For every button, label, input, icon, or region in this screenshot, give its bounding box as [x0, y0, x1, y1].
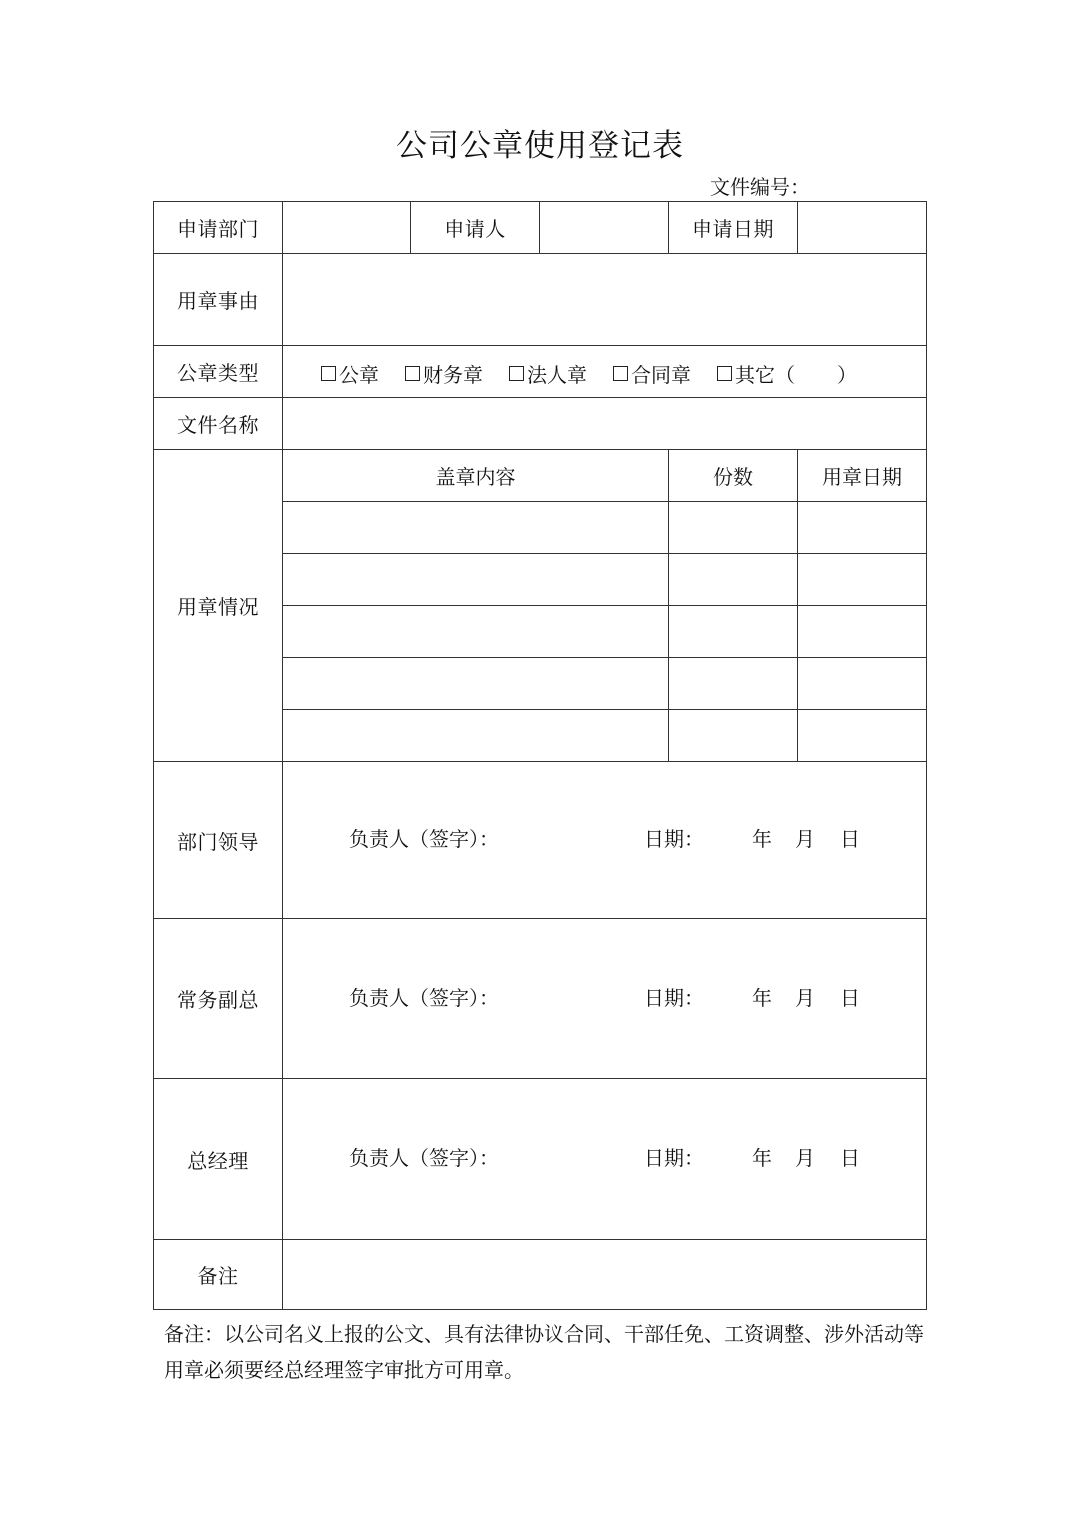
sign-date-label: 日期： [644, 985, 704, 1010]
close-paren: ） [837, 363, 857, 387]
seal-type-option-label: 财务章 [423, 363, 483, 387]
apply-date-input-cell[interactable] [798, 202, 927, 254]
col-header-date: 用章日期 [798, 450, 927, 502]
seal-type-option-finance[interactable] [405, 359, 483, 388]
seal-type-options-cell [283, 346, 927, 398]
remarks-row [154, 1240, 927, 1310]
usage-content-cell[interactable] [283, 710, 669, 762]
col-header-copies: 份数 [669, 450, 798, 502]
seal-type-row [154, 346, 927, 398]
usage-date-cell[interactable] [798, 658, 927, 710]
approval-sign-cell[interactable] [283, 762, 927, 919]
apply-date-label: 申请日期 [669, 202, 798, 254]
sign-date-label: 日期： [644, 827, 704, 851]
sign-date-label: 日期： [644, 1146, 704, 1170]
year-label: 年 [752, 985, 772, 1010]
reason-label: 用章事由 [154, 254, 283, 346]
usage-date-cell[interactable] [798, 502, 927, 554]
usage-date-cell[interactable] [798, 554, 927, 606]
usage-date-cell[interactable] [798, 710, 927, 762]
reason-input-cell[interactable] [283, 254, 927, 346]
usage-copies-cell[interactable] [669, 658, 798, 710]
usage-copies-cell[interactable] [669, 710, 798, 762]
approval-sign-cell[interactable] [283, 1079, 927, 1240]
approval-sign-cell[interactable] [283, 919, 927, 1079]
seal-type-option-other[interactable] [717, 359, 857, 388]
col-header-content: 盖章内容 [283, 450, 669, 502]
usage-copies-cell[interactable] [669, 554, 798, 606]
page-title: 公司公章使用登记表 [396, 128, 684, 164]
signer-label: 负责人（签字）： [349, 827, 499, 851]
applicant-row [154, 202, 927, 254]
seal-type-option-legal-rep[interactable] [509, 359, 587, 388]
year-label: 年 [752, 1146, 772, 1170]
document-number-label: 文件编号： [710, 175, 810, 199]
applicant-label: 申请人 [411, 202, 540, 254]
checkbox-icon[interactable] [613, 366, 628, 381]
approval-row-exec-vp [154, 919, 927, 1079]
remarks-input-cell[interactable] [283, 1240, 927, 1310]
month-label: 月 [795, 1146, 815, 1170]
approval-row-general-manager [154, 1079, 927, 1240]
year-label: 年 [752, 827, 772, 851]
approval-label: 总经理 [154, 1079, 283, 1240]
usage-label: 用章情况 [154, 450, 283, 762]
usage-content-cell[interactable] [283, 554, 669, 606]
seal-type-option-official[interactable] [321, 359, 379, 388]
checkbox-icon[interactable] [321, 366, 336, 381]
checkbox-icon[interactable] [405, 366, 420, 381]
usage-content-cell[interactable] [283, 658, 669, 710]
usage-header-row [154, 450, 927, 502]
reason-row [154, 254, 927, 346]
approval-row-dept-leader [154, 762, 927, 919]
seal-type-option-label: 合同章 [631, 363, 691, 387]
seal-type-option-label: 其它（ [735, 363, 795, 387]
applicant-input-cell[interactable] [540, 202, 669, 254]
footnote: 备注：以公司名义上报的公文、具有法律协议合同、干部任免、工资调整、涉外活动等用章必须要经总经理签字审批方可用章。 [164, 1322, 924, 1382]
file-name-label: 文件名称 [154, 398, 283, 450]
seal-usage-form-table [153, 201, 927, 1310]
checkbox-icon[interactable] [717, 366, 732, 381]
file-name-row [154, 398, 927, 450]
seal-type-option-label: 法人章 [527, 363, 587, 387]
file-name-input-cell[interactable] [283, 398, 927, 450]
dept-input-cell[interactable] [283, 202, 411, 254]
checkbox-icon[interactable] [509, 366, 524, 381]
dept-label: 申请部门 [154, 202, 283, 254]
approval-label: 常务副总 [154, 919, 283, 1079]
usage-content-cell[interactable] [283, 502, 669, 554]
usage-copies-cell[interactable] [669, 606, 798, 658]
usage-date-cell[interactable] [798, 606, 927, 658]
day-label: 日 [840, 827, 860, 851]
day-label: 日 [840, 1146, 860, 1170]
approval-label: 部门领导 [154, 762, 283, 919]
seal-type-option-label: 公章 [339, 363, 379, 387]
usage-content-cell[interactable] [283, 606, 669, 658]
signer-label: 负责人（签字）： [349, 985, 499, 1010]
usage-copies-cell[interactable] [669, 502, 798, 554]
month-label: 月 [795, 827, 815, 851]
seal-type-label: 公章类型 [154, 346, 283, 398]
month-label: 月 [795, 985, 815, 1010]
signer-label: 负责人（签字）： [349, 1146, 499, 1170]
remarks-label: 备注 [154, 1240, 283, 1310]
day-label: 日 [840, 985, 860, 1010]
seal-type-option-contract[interactable] [613, 359, 691, 388]
